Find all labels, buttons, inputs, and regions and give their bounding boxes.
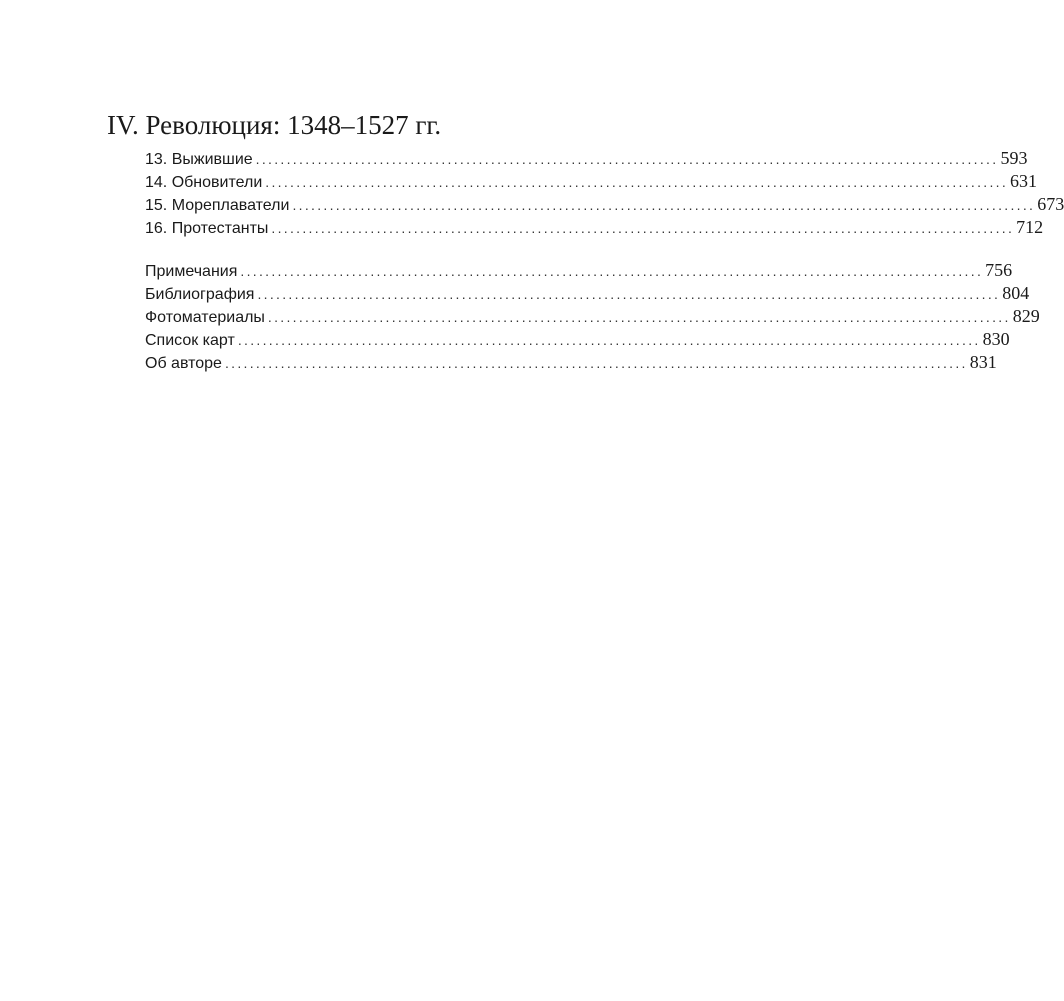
back-matter-list: [145, 259, 1040, 374]
toc-entry-page-number: 631: [1010, 171, 1038, 191]
toc-entry-label: Примечания: [145, 263, 238, 280]
toc-entry-page-number: 830: [982, 329, 1010, 349]
chapter-list: [145, 147, 1064, 239]
toc-entry-label: Об авторе: [145, 355, 222, 372]
toc-entry-photo-materials[interactable]: [145, 305, 1040, 328]
dot-leader: ........................................................................................................................: [292, 197, 1036, 213]
toc-entry-label: 16. Протестанты: [145, 220, 269, 237]
toc-entry-chapter-14[interactable]: [145, 170, 1038, 193]
toc-entry-page-number: 712: [1016, 217, 1044, 237]
dot-leader: ........................................................................................................................: [255, 151, 999, 167]
dot-leader: ........................................................................................................................: [240, 263, 984, 279]
toc-entry-page-number: 804: [1002, 283, 1030, 303]
toc-entry-notes[interactable]: [145, 259, 1013, 282]
dot-leader: ........................................................................................................................: [271, 220, 1015, 236]
toc-entry-label: Список карт: [145, 332, 235, 349]
toc-entry-label: Библиография: [145, 286, 255, 303]
toc-entry-label: 13. Выжившие: [145, 151, 253, 168]
dot-leader: ........................................................................................................................: [267, 309, 1011, 325]
dot-leader: ........................................................................................................................: [257, 286, 1001, 302]
toc-entry-page-number: 593: [1000, 148, 1028, 168]
toc-entry-bibliography[interactable]: [145, 282, 1030, 305]
toc-entry-chapter-15[interactable]: [145, 193, 1064, 216]
toc-entry-label: 15. Мореплаватели: [145, 197, 290, 214]
toc-entry-chapter-16[interactable]: [145, 216, 1044, 239]
toc-entry-page-number: 673: [1037, 194, 1064, 214]
dot-leader: ........................................................................................................................: [237, 332, 981, 348]
toc-entry-label: 14. Обновители: [145, 174, 263, 191]
toc-entry-map-list[interactable]: [145, 328, 1010, 351]
toc-entry-page-number: 829: [1012, 306, 1040, 326]
toc-entry-about-author[interactable]: [145, 351, 997, 374]
toc-entry-label: Фотоматериалы: [145, 309, 265, 326]
part-title: IV. Революция: 1348–1527 гг.: [107, 110, 442, 140]
toc-entry-page-number: 756: [985, 260, 1013, 280]
dot-leader: ........................................................................................................................: [224, 355, 968, 371]
dot-leader: ........................................................................................................................: [265, 174, 1009, 190]
toc-entry-page-number: 831: [969, 352, 997, 372]
toc-entry-chapter-13[interactable]: [145, 147, 1028, 170]
